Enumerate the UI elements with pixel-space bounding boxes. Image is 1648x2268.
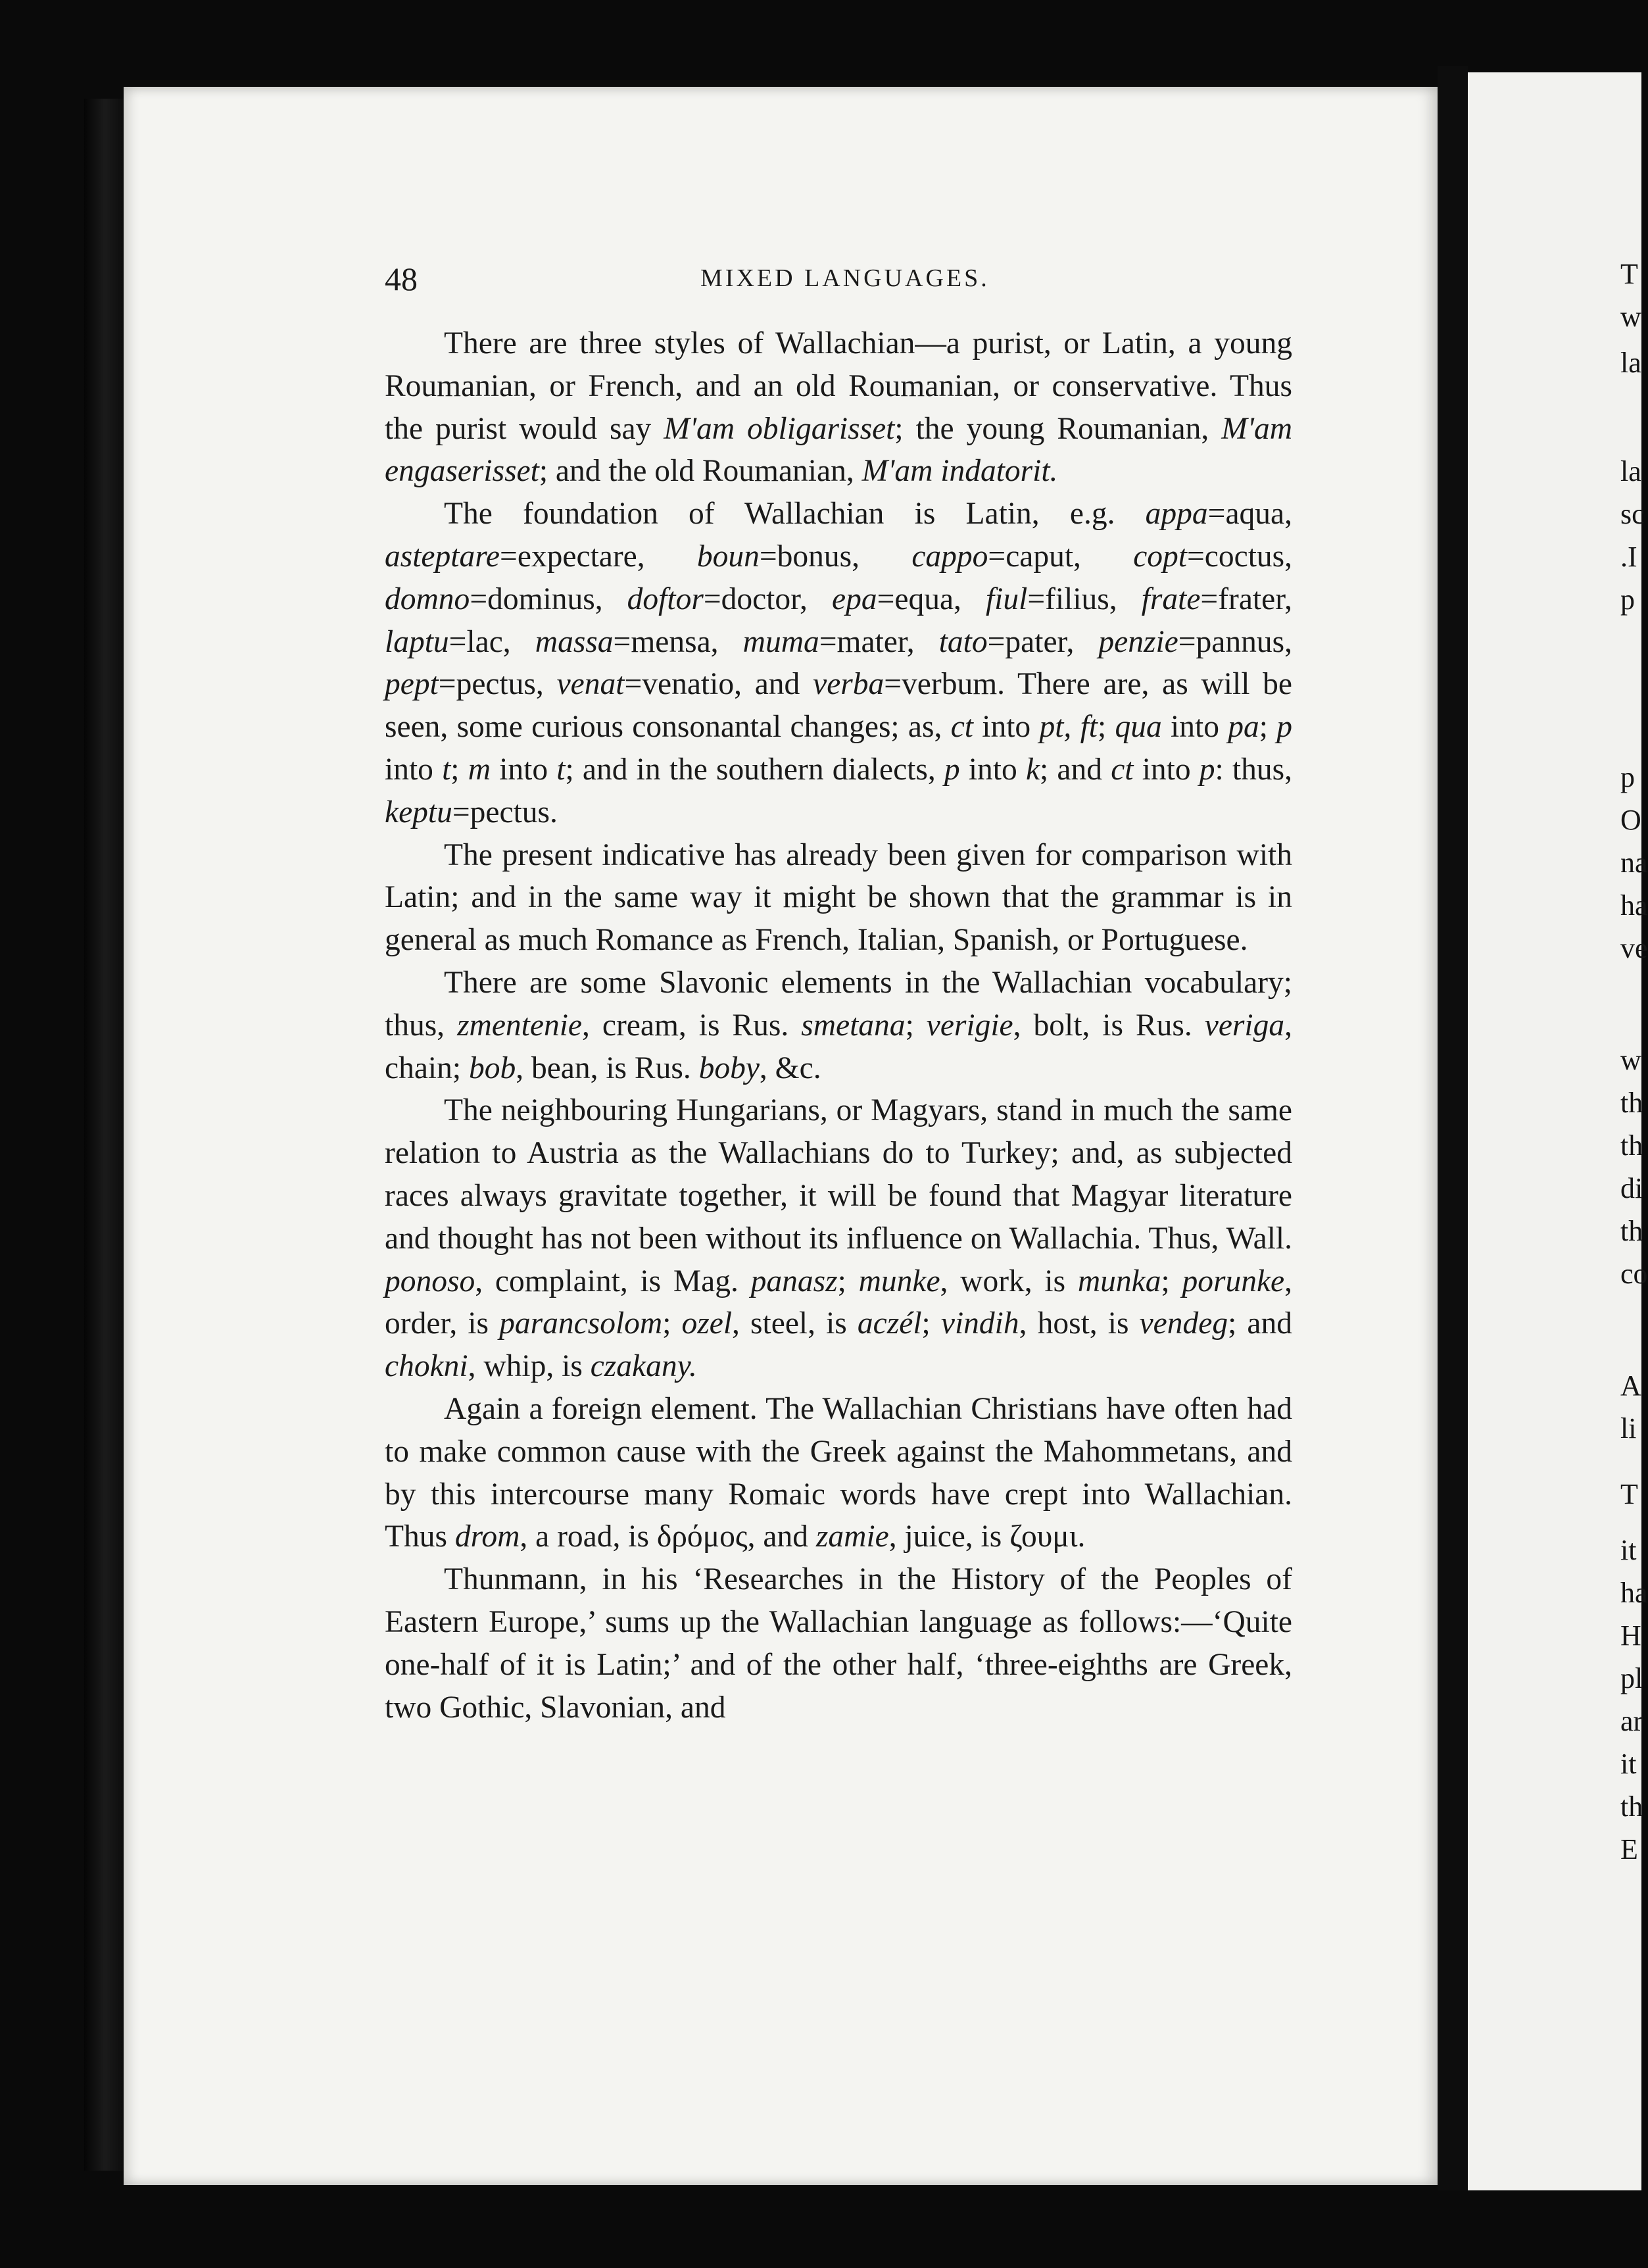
facing-page-fragment: th [1620, 1215, 1643, 1247]
italic-term: qua [1115, 710, 1162, 745]
text-run: =pectus, [438, 667, 557, 702]
text-run: =frater, [1200, 581, 1292, 616]
facing-page-fragment: O [1620, 804, 1641, 836]
text-run: The present indicative has already been given for comparison with Latin; and in the same way it might be shown that the grammar is in general as much Romance as French, Italian, Spanish, or Portuguese. [385, 837, 1292, 958]
paragraph [385, 962, 1292, 1089]
text-run: ; [450, 752, 468, 787]
italic-term: pa [1228, 710, 1259, 745]
paragraph [385, 1089, 1292, 1388]
text-run: , bean, is Rus. [516, 1050, 699, 1085]
text-run: ; and [1040, 752, 1111, 787]
text-run: ; and [1228, 1306, 1293, 1341]
book-gutter [1438, 66, 1468, 2190]
text-run: into [1133, 752, 1200, 787]
text-run: =expectare, [500, 539, 697, 574]
text-run: There are some Slavonic elements in the Wallachian vocabulary; thus, [385, 965, 1292, 1043]
italic-term: drom [454, 1519, 520, 1554]
italic-term: t [442, 752, 451, 787]
text-run: ; [1161, 1264, 1182, 1298]
text-run: =mensa, [613, 624, 743, 659]
text-run: =doctor, [703, 581, 832, 616]
italic-term: M'am indatorit. [861, 454, 1058, 489]
italic-term: munke [858, 1264, 940, 1298]
text-run: into [385, 752, 443, 787]
facing-page-fragment: na [1620, 847, 1648, 879]
italic-term: panasz [750, 1264, 838, 1298]
facing-page-fragment: th [1620, 1129, 1643, 1162]
italic-term: ct [1111, 752, 1134, 787]
italic-term: asteptare [385, 539, 500, 574]
text-run: , host, is [1019, 1306, 1140, 1341]
italic-term: doftor [627, 581, 704, 616]
facing-page-fragment: di [1620, 1172, 1643, 1204]
facing-page-fragment: ha [1620, 1577, 1648, 1609]
facing-page-fragment: H [1620, 1619, 1641, 1652]
italic-term: verigie [926, 1008, 1013, 1043]
text-run: =aqua, [1207, 497, 1292, 531]
text-run: , complaint, is Mag. [475, 1264, 751, 1298]
italic-term: massa [535, 624, 614, 659]
italic-term: boun [696, 539, 760, 574]
facing-page-fragment: co [1620, 1258, 1648, 1290]
italic-term: ozel [681, 1306, 733, 1341]
italic-term: keptu [385, 795, 452, 829]
facing-page-fragment: it [1620, 1748, 1637, 1780]
text-run: , steel, is [732, 1306, 858, 1341]
facing-page-fragment: T [1620, 1478, 1638, 1510]
italic-term: m [468, 752, 491, 787]
paragraph [385, 493, 1292, 833]
text-run: =dominus, [470, 581, 627, 616]
running-title: MIXED LANGUAGES. [700, 264, 990, 292]
facing-page-fragment: la [1620, 455, 1641, 487]
facing-page-fragment: w [1620, 301, 1641, 333]
text-run: into [959, 752, 1026, 787]
text-run: Again a foreign element. The Wallachian Christians have often had to make common cause with the Greek against the Mahommetans, and by this intercourse many Romaic words have crept into Wallachian. Thus [385, 1391, 1292, 1554]
italic-term: M'am engaserisset [385, 411, 1293, 489]
italic-term: p [1276, 710, 1292, 745]
italic-term: aczél [857, 1306, 922, 1341]
facing-page-fragment: it [1620, 1534, 1637, 1566]
text-run: ; the young Roumanian, [894, 411, 1222, 446]
italic-term: venat [556, 667, 625, 702]
paragraph [385, 1558, 1292, 1729]
italic-term: verba [813, 667, 885, 702]
text-run: =coctus, [1186, 539, 1292, 574]
text-run: into [973, 710, 1040, 745]
text-run: =venatio, and [624, 667, 813, 702]
italic-term: tato [938, 624, 988, 659]
facing-page-fragment: th [1620, 1087, 1643, 1119]
italic-term: ct [950, 710, 973, 745]
text-run: ; [662, 1306, 682, 1341]
italic-term: porunke [1182, 1264, 1285, 1298]
italic-term: ponoso [385, 1264, 475, 1298]
text-run: =pater, [987, 624, 1099, 659]
text-run: ; [921, 1306, 941, 1341]
italic-term: munka [1077, 1264, 1161, 1298]
text-run: =equa, [877, 581, 986, 616]
italic-term: parancsolom [499, 1306, 663, 1341]
italic-term: domno [385, 581, 470, 616]
italic-term: k [1025, 752, 1040, 787]
italic-term: pt, ft [1039, 710, 1098, 745]
text-run: ; [837, 1264, 859, 1298]
italic-term: smetana [801, 1008, 906, 1043]
text-run: =filius, [1027, 581, 1142, 616]
facing-page-fragment: T [1620, 258, 1638, 290]
facing-page-fragment: li [1620, 1412, 1637, 1444]
italic-term: pept [385, 667, 439, 702]
italic-term: penzie [1098, 624, 1178, 659]
italic-term: veriga [1204, 1008, 1285, 1043]
facing-page-fragment: E [1620, 1833, 1638, 1865]
text-run: , juice, is ζουμι. [888, 1519, 1086, 1554]
italic-term: p [1199, 752, 1215, 787]
italic-term: muma [742, 624, 819, 659]
italic-term: frate [1141, 581, 1201, 616]
facing-page-fragment: ar [1620, 1705, 1643, 1737]
text-run: , &c. [759, 1050, 821, 1085]
facing-page-fragment: ha [1620, 889, 1648, 922]
text-run: ; [1259, 710, 1277, 745]
text-run: ; and in the southern dialects, [565, 752, 944, 787]
italic-term: laptu [385, 624, 449, 659]
italic-term: zamie [815, 1519, 889, 1554]
facing-page-fragment: ve [1620, 932, 1648, 964]
italic-term: vindih [940, 1306, 1019, 1341]
paragraph [385, 322, 1292, 493]
text-run: , order, is [385, 1264, 1292, 1341]
text-run: : thus, [1215, 752, 1292, 787]
facing-page-edge [1468, 72, 1648, 2190]
italic-term: t [556, 752, 566, 787]
text-run: =bonus, [759, 539, 912, 574]
italic-term: p [944, 752, 960, 787]
text-run: =verbum. There are, as will be seen, some curious consonantal changes; as, [385, 667, 1293, 745]
italic-term: fiul [985, 581, 1028, 616]
facing-page-fragment: pl [1620, 1662, 1643, 1694]
text-run: =lac, [448, 624, 535, 659]
facing-page-fragment: .I [1620, 541, 1637, 573]
text-run: ; and the old Roumanian, [539, 454, 862, 489]
text-run: Thunmann, in his ‘Researches in the History of the Peoples of Eastern Europe,’ sums up the Wallachian language as follows:—‘Quite one-half of it is Latin;’ and of the other half, ‘three-eighths are Greek, two Gothic, Slavonian, and [385, 1562, 1292, 1725]
text-run: The foundation of Wallachian is Latin, e.g. [444, 497, 1146, 531]
paragraph [385, 834, 1292, 962]
text-run: , work, is [940, 1264, 1078, 1298]
facing-page-fragment: la [1620, 347, 1641, 379]
facing-page-fragment: p [1620, 583, 1635, 616]
text-run: =caput, [988, 539, 1134, 574]
italic-term: appa [1145, 497, 1208, 531]
italic-term: bob [468, 1050, 516, 1085]
facing-page-fragment: th [1620, 1790, 1643, 1823]
text-run: There are three styles of Wallachian—a purist, or Latin, a young Roumanian, or French, and an old Roumanian, or conservative. Thus the purist would say [385, 326, 1292, 446]
text-run: ; [905, 1008, 927, 1043]
text-run: , cream, is Rus. [582, 1008, 802, 1043]
italic-term: chokni [385, 1349, 468, 1384]
facing-page-fragment: p [1620, 761, 1635, 793]
running-head [385, 260, 1292, 299]
italic-term: epa [831, 581, 877, 616]
facing-page-fragment: sc [1620, 498, 1645, 530]
italic-term: czakany. [590, 1349, 697, 1384]
text-run: =pannus, [1178, 624, 1292, 659]
text-run: ; [1098, 710, 1115, 745]
italic-term: cappo [911, 539, 988, 574]
text-run: The neighbouring Hungarians, or Magyars, stand in much the same relation to Austria as the Wallachians do to Turkey; and, as subjected races always gravitate together, it will be found that Magyar literature and thought has not been without its influence on Wallachia. Thus, Wall. [385, 1093, 1292, 1256]
text-run: , a road, is δρόμος, and [520, 1519, 816, 1554]
italic-term: copt [1133, 539, 1187, 574]
facing-page-fragment: w [1620, 1044, 1641, 1076]
page-number: 48 [385, 260, 418, 297]
italic-term: vendeg [1139, 1306, 1228, 1341]
italic-term: boby [698, 1050, 760, 1085]
text-run: , bolt, is Rus. [1013, 1008, 1205, 1043]
text-run: into [1161, 710, 1228, 745]
text-run: =pectus. [452, 795, 558, 829]
italic-term: M'am obligarisset [664, 411, 895, 446]
body-text [385, 322, 1292, 1729]
italic-term: zmentenie [457, 1008, 582, 1043]
text-run: into [491, 752, 557, 787]
facing-page-fragment: A [1620, 1369, 1641, 1402]
paragraph [385, 1388, 1292, 1558]
text-run: =mater, [819, 624, 939, 659]
text-run: , whip, is [468, 1349, 591, 1384]
text-run: , chain; [385, 1008, 1292, 1085]
